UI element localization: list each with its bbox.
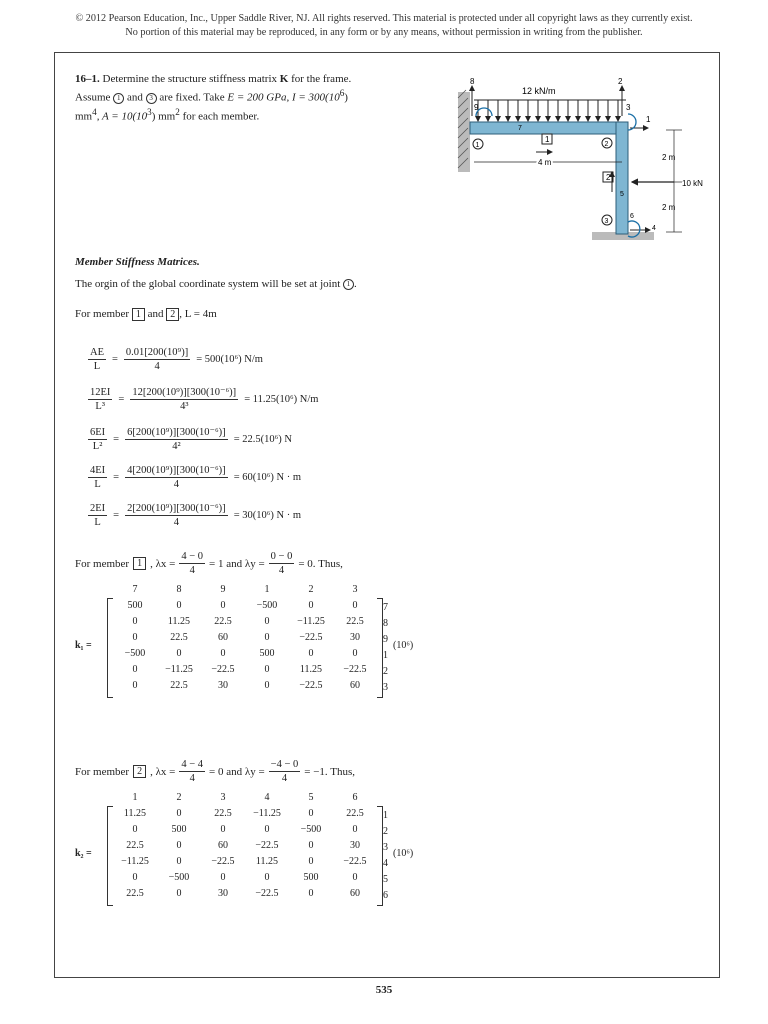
member-1-ref: 1 [132, 308, 145, 321]
for-members-and: and [147, 308, 164, 320]
matrix-cell: −11.25 [297, 616, 325, 627]
matrix-cell: −22.5 [343, 856, 367, 867]
m2-lx-frac [179, 758, 205, 785]
m1-lx-num: 4 − 0 [181, 551, 204, 562]
copyright-line-1: © 2012 Pearson Education, Inc., Upper Saddle River, NJ. All rights reserved. This material is protected under all copyright laws as they currently exist. [75, 13, 693, 24]
origin-joint-symbol: 1 [343, 279, 354, 290]
matrix-cell: 0 [132, 824, 138, 835]
matrix-cell: 22.5 [170, 680, 188, 691]
matrix-cell: 0 [264, 616, 270, 627]
modulus-E: E = 200 GPa, [227, 91, 290, 104]
matrix-cell: −22.5 [211, 856, 235, 867]
matrix-cell: 0 [176, 648, 182, 659]
matrix-cell: 30 [218, 888, 228, 899]
inertia-I: I = 300(10 [291, 91, 340, 104]
m2-ly-frac [269, 758, 301, 785]
eq-rhs [124, 346, 190, 373]
area-unit-exp: 2 [175, 106, 180, 117]
eq-rhs-num: 2[200(10⁹)][300(10⁻⁶)] [127, 503, 226, 514]
eq-lhs-den: L² [92, 441, 103, 452]
matrix-cell: −11.25 [253, 808, 281, 819]
matrix-cell: 22.5 [214, 616, 232, 627]
matrix-cell: 11.25 [299, 664, 323, 675]
row-code: 2 [383, 826, 388, 837]
matrix-cell: −500 [256, 600, 278, 611]
m1-lx: , λx = [150, 557, 176, 570]
eq-lhs [88, 464, 107, 491]
code-5: 5 [620, 191, 624, 198]
m1-lx-den: 4 [189, 565, 195, 576]
eq-rhs [125, 426, 228, 453]
matrix-cell: 22.5 [126, 840, 144, 851]
member-2-tag: 2 [606, 173, 611, 182]
matrix-k2 [75, 792, 415, 912]
matrix-cell: 11.25 [123, 808, 147, 819]
joint-3-symbol: 3 [146, 93, 157, 104]
joint-2-label: 2 [604, 141, 609, 148]
row-code: 4 [383, 858, 388, 869]
joint-1-symbol: 1 [113, 93, 124, 104]
force-label: 10 kN [682, 179, 703, 188]
for-members-line [75, 308, 217, 321]
problem-statement [75, 72, 375, 123]
equation-row [88, 464, 301, 491]
m1-mid: = 1 and λy = [209, 557, 265, 570]
column-code: 5 [308, 792, 314, 803]
row-code: 1 [383, 810, 388, 821]
m2-post: = −1. Thus, [304, 765, 355, 778]
eq-equals: = [113, 472, 120, 483]
copyright-header [40, 12, 728, 40]
column-code: 6 [352, 792, 358, 803]
matrix-cell: 22.5 [346, 616, 364, 627]
code-7: 7 [518, 125, 522, 132]
matrix-cell: 22.5 [214, 808, 232, 819]
matrix-cell: 11.25 [255, 856, 279, 867]
m2-lx: , λx = [150, 765, 176, 778]
matrix-cell: 0 [308, 840, 314, 851]
row-code: 5 [383, 874, 388, 885]
problem-text-4: are fixed. Take [159, 91, 225, 104]
area-exp: 3 [147, 106, 152, 117]
matrix-cell: 0 [220, 824, 226, 835]
column-code: 3 [220, 792, 226, 803]
matrix-right-bracket [377, 598, 383, 698]
matrix-right-bracket [377, 806, 383, 906]
inertia-unit: ) mm [75, 91, 348, 123]
eq-rhs [130, 386, 238, 413]
eq-equals: = [113, 510, 120, 521]
code-9: 9 [474, 103, 479, 112]
eq-rhs-den: 4 [173, 517, 180, 528]
matrix-cell: −22.5 [255, 840, 279, 851]
frame-diagram [452, 72, 722, 250]
matrix-cell: 500 [303, 872, 319, 883]
column-code: 8 [176, 584, 182, 595]
eq-rhs [125, 502, 228, 529]
eq-lhs-den: L [94, 517, 101, 528]
row-code: 6 [383, 890, 388, 901]
matrix-cell: 0 [264, 632, 270, 643]
matrix-cell: 0 [352, 600, 358, 611]
matrix-cell: 60 [218, 840, 228, 851]
area-A: , A = 10(10 [96, 110, 148, 123]
m2-ly-den: 4 [281, 773, 288, 784]
matrix-factor: (10⁶) [393, 848, 414, 859]
matrix-cell: 500 [259, 648, 275, 659]
eq-lhs-num: 6EI [90, 427, 106, 438]
m1-post: = 0. Thus, [298, 557, 343, 570]
matrix-cell: −11.25 [165, 664, 193, 675]
eq-rhs-den: 4³ [180, 401, 189, 412]
joint-1-label: 1 [475, 142, 480, 149]
matrix-cell: 30 [350, 632, 360, 643]
origin-text-main: The orgin of the global coordinate system will be set at joint [75, 278, 341, 290]
column-code: 7 [132, 584, 138, 595]
equation-row [88, 502, 301, 529]
row-code: 9 [383, 634, 388, 645]
column-code: 4 [264, 792, 270, 803]
eq-result: = 500(10⁶) N/m [196, 354, 263, 365]
matrix-left-bracket [107, 598, 113, 698]
inertia-unit-exp: 4 [92, 106, 97, 117]
m2-lx-den: 4 [189, 773, 195, 784]
area-unit: ) mm [151, 110, 176, 123]
eq-lhs-num: 2EI [90, 503, 106, 514]
eq-lhs [88, 502, 107, 529]
inertia-exp: 6 [339, 88, 345, 98]
matrix-cell: 11.25 [167, 616, 191, 627]
matrix-cell: 60 [350, 680, 360, 691]
eq-rhs-num: 6[200(10⁹)][300(10⁻⁶)] [127, 427, 226, 438]
equation-row [88, 386, 318, 413]
matrix-cell: 0 [132, 664, 138, 675]
matrix-cell: 0 [132, 616, 138, 627]
code-1: 1 [646, 115, 651, 124]
eq-rhs-den: 4² [172, 441, 181, 452]
matrix-cell: 0 [176, 840, 182, 851]
m1-lx-frac [179, 550, 205, 577]
eq-lhs-num: 4EI [90, 465, 106, 476]
matrix-cell: 0 [220, 872, 226, 883]
eq-result: = 22.5(10⁶) N [233, 434, 292, 445]
section-title: Member Stiffness Matrices. [75, 256, 200, 268]
matrix-cell: −22.5 [343, 664, 367, 675]
m2-pre: For member [75, 765, 130, 778]
eq-equals: = [112, 354, 118, 365]
matrix-cell: 22.5 [346, 808, 364, 819]
matrix-cell: 0 [264, 872, 270, 883]
row-code: 7 [383, 602, 388, 613]
m2-ly-num: −4 − 0 [270, 759, 299, 770]
matrix-cell: 0 [308, 808, 314, 819]
matrix-cell: 0 [176, 600, 182, 611]
problem-text-2: for the frame. Assume [75, 73, 352, 104]
load-label: 12 kN/m [522, 86, 556, 96]
matrix-left-bracket [107, 806, 113, 906]
equation-row [88, 346, 263, 373]
code-8: 8 [470, 77, 475, 86]
matrix-cell: 0 [264, 664, 270, 675]
code-6: 6 [630, 213, 634, 220]
dim-4m-label: 4 m [538, 158, 552, 167]
matrix-cell: −22.5 [255, 888, 279, 899]
eq-lhs-num: AE [90, 347, 104, 358]
eq-rhs-den: 4 [154, 361, 160, 372]
m2-mid: = 0 and λy = [209, 765, 265, 778]
eq-rhs-num: 0.01[200(10⁹)] [125, 347, 189, 358]
copyright-line-2: No portion of this material may be reproduced, in any form or by any means, without permission in writing from the publisher. [125, 27, 643, 38]
for-members-pre: For member [75, 308, 130, 320]
origin-text [75, 278, 357, 290]
matrix-cell: 0 [308, 600, 314, 611]
problem-text-1: Determine the structure stiffness matrix [102, 73, 278, 85]
eq-result: = 11.25(10⁶) N/m [244, 394, 319, 405]
m1-ly-num: 0 − 0 [270, 551, 293, 562]
eq-rhs-num: 12[200(10⁹)][300(10⁻⁶)] [132, 387, 237, 398]
m2-box: 2 [133, 765, 146, 778]
row-code: 3 [383, 682, 388, 693]
for-members-post: , L = 4m [179, 308, 217, 320]
matrix-cell: −11.25 [121, 856, 149, 867]
column-code: 2 [176, 792, 182, 803]
matrix-cell: 0 [176, 856, 182, 867]
matrix-cell: 60 [350, 888, 360, 899]
member-2-direction-cosines [75, 758, 355, 785]
member-2-column [616, 122, 628, 234]
eq-rhs [125, 464, 228, 491]
matrix-factor: (10⁶) [393, 640, 414, 651]
matrix-cell: 0 [308, 648, 314, 659]
eq-lhs-den: L [94, 479, 101, 490]
row-code: 1 [383, 650, 388, 661]
matrix-cell: 22.5 [170, 632, 188, 643]
joint-3-label: 3 [604, 218, 609, 225]
matrix-cell: 0 [264, 824, 270, 835]
eq-equals: = [118, 394, 125, 405]
code-2: 2 [618, 77, 623, 86]
eq-result: = 60(10⁶) N · m [233, 472, 302, 483]
column-code: 9 [220, 584, 226, 595]
matrix-cell: 500 [127, 600, 143, 611]
row-code: 2 [383, 666, 388, 677]
matrix-cell: −22.5 [211, 664, 235, 675]
matrix-cell: 60 [218, 632, 228, 643]
eq-lhs-den: L³ [95, 401, 105, 412]
matrix-cell: −22.5 [299, 680, 323, 691]
member-2-ref: 2 [166, 308, 179, 321]
member-1-tag: 1 [545, 135, 550, 144]
eq-lhs [88, 386, 112, 413]
matrix-cell: −22.5 [299, 632, 323, 643]
matrix-cell: 0 [220, 648, 226, 659]
matrix-cell: 0 [264, 680, 270, 691]
eq-result: = 30(10⁶) N · m [233, 510, 302, 521]
eq-lhs-den: L [93, 361, 101, 372]
row-code: 3 [383, 842, 388, 853]
column-code: 1 [132, 792, 138, 803]
symbol-K: K [279, 73, 289, 85]
problem-text-3: and [126, 91, 143, 104]
eq-lhs [88, 426, 107, 453]
matrix-cell: −500 [300, 824, 322, 835]
matrix-cell: 22.5 [126, 888, 144, 899]
matrix-cell: 0 [352, 824, 358, 835]
dim-2m-bottom-label: 2 m [662, 203, 676, 212]
matrix-label: k₁ = [75, 640, 92, 651]
member-1-beam [470, 122, 628, 134]
column-code: 2 [308, 584, 314, 595]
eq-rhs-num: 4[200(10⁹)][300(10⁻⁶)] [127, 465, 226, 476]
matrix-cell: 0 [308, 888, 314, 899]
matrix-cell: 30 [350, 840, 360, 851]
problem-text-5: for each member. [182, 110, 260, 123]
m2-lx-num: 4 − 4 [181, 759, 204, 770]
matrix-cell: 0 [220, 600, 226, 611]
matrix-cell: 30 [218, 680, 228, 691]
column-code: 1 [264, 584, 270, 595]
matrix-cell: 0 [132, 680, 138, 691]
eq-equals: = [113, 434, 120, 445]
m1-ly-frac [269, 550, 295, 577]
code-4: 4 [652, 225, 656, 232]
m1-ly-den: 4 [278, 565, 285, 576]
equation-row [88, 426, 292, 453]
matrix-cell: 500 [171, 824, 187, 835]
matrix-cell: −500 [124, 648, 146, 659]
matrix-cell: 0 [308, 856, 314, 867]
m1-box: 1 [133, 557, 146, 570]
matrix-k1 [75, 584, 415, 704]
eq-rhs-den: 4 [173, 479, 180, 490]
member-1-direction-cosines [75, 550, 343, 577]
eq-lhs-num: 12EI [90, 387, 111, 398]
matrix-label: k₂ = [75, 848, 92, 859]
origin-text-end: . [354, 278, 357, 290]
matrix-cell: 0 [132, 632, 138, 643]
eq-lhs [88, 346, 106, 373]
m1-pre: For member [75, 557, 130, 570]
matrix-cell: 0 [132, 872, 138, 883]
page-number: 535 [375, 984, 393, 996]
matrix-cell: 0 [176, 808, 182, 819]
matrix-cell: 0 [176, 888, 182, 899]
matrix-cell: 0 [352, 872, 358, 883]
matrix-cell: −500 [168, 872, 190, 883]
column-code: 3 [352, 584, 358, 595]
dim-2m-top-label: 2 m [662, 153, 676, 162]
distributed-load-arrows [478, 100, 618, 121]
matrix-cell: 0 [352, 648, 358, 659]
code-3: 3 [626, 103, 631, 112]
row-code: 8 [383, 618, 388, 629]
problem-number: 16–1. [75, 73, 100, 85]
